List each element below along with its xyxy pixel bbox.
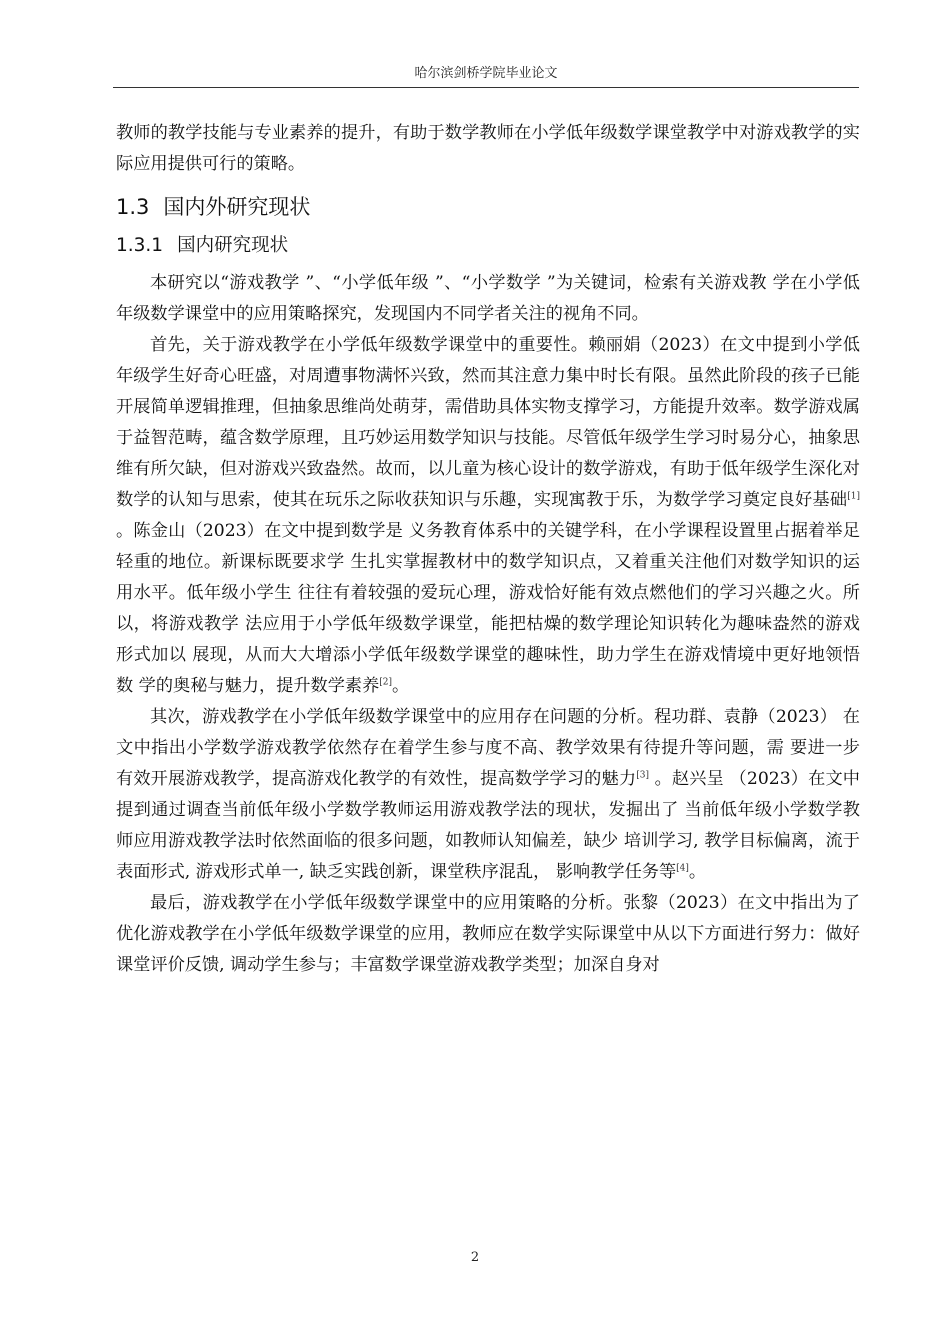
citation-ref-3: [3] <box>636 770 649 781</box>
running-header: 哈尔滨剑桥学院毕业论文 <box>414 66 558 81</box>
subsection-title: 国内研究现状 <box>177 235 289 256</box>
section-number: 1.3 <box>116 195 150 219</box>
paragraph-importance-part1: 首先，关于游戏教学在小学低年级数学课堂中的重要性。赖丽娟（2023）在文中提到小学低年级学生好奇心旺盛，对周遭事物满怀兴致，然而其注意力集中时长有限。虽然此阶段的孩子已能开展简单逻辑推理，但抽象思维尚处萌芽，需借助具体实物支撑学习，方能提升效率。数学游戏属于益智范畴，蕴含数学原理，且巧妙运用数学知识与技能。尽管低年级学生学习时易分心，抽象思维有所欠缺，但对游戏兴致盎然。故而，以儿童为核心设计的数学游戏，有助于低年级学生深化对数学的认知与思索，使其在玩乐之际收获知识与乐趣，实现寓教于乐，为数学学习奠定良好基础 <box>116 335 860 510</box>
subsection-number: 1.3.1 <box>116 235 164 256</box>
paragraph-problems <box>116 702 860 888</box>
intro-continuation-paragraph: 教师的教学技能与专业素养的提升，有助于数学教师在小学低年级数学课堂教学中对游戏教学的实际应用提供可行的策略。 <box>116 123 860 174</box>
citation-ref-1: [1] <box>847 491 860 502</box>
paragraph-problems-part1: 其次，游戏教学在小学低年级数学课堂中的应用存在问题的分析。程功群、袁静（2023） 在文中指出小学数学游戏教学依然存在着学生参与度不高、教学效果有待提升等问题，需 要进一步有效开展游戏教学，提高游戏化教学的有效性，提高数学学习的魅力 <box>116 707 860 789</box>
section-title: 国内外研究现状 <box>163 195 311 219</box>
paragraph-strategies: 最后，游戏教学在小学低年级数学课堂中的应用策略的分析。张黎（2023）在文中指出为了优化游戏教学在小学低年级数学课堂的应用，教师应在数学实际课堂中从以下方面进行努力：做好课堂评价反馈, 调动学生参与；丰富数学课堂游戏教学类型；加深自身对 <box>116 893 860 975</box>
paragraph-importance-part3: 。 <box>392 676 410 696</box>
page-number: 2 <box>470 1250 480 1265</box>
citation-ref-2: [2] <box>379 677 393 688</box>
paragraph-problems-part3: 。 <box>688 862 707 882</box>
citation-ref-4: [4] <box>676 863 689 874</box>
paragraph-keywords: 本研究以“游戏教学 ”、“小学低年级 ”、“小学数学 ”为关键词，检索有关游戏教 学在小学低年级数学课堂中的应用策略探究，发现国内不同学者关注的视角不同。 <box>116 273 860 324</box>
header-rule <box>113 87 859 88</box>
paragraph-importance <box>116 330 860 702</box>
subsection-heading <box>116 230 860 262</box>
section-heading <box>116 190 860 224</box>
paragraph-importance-part2: 。陈金山（2023）在文中提到数学是 义务教育体系中的关键学科，在小学课程设置里占据着举足轻重的地位。新课标既要求学 生扎实掌握教材中的数学知识点，又着重关注他们对数学知识的运用水平。低年级小学生 往往有着较强的爱玩心理，游戏恰好能有效点燃他们的学习兴趣之火。所以，将游戏教学 法应用于小学低年级数学课堂，能把枯燥的数学理论知识转化为趣味盎然的游戏形式加以 展现，从而大大增添小学低年级数学课堂的趣味性，助力学生在游戏情境中更好地领悟数 学的奥秘与魅力，提升数学素养 <box>116 521 860 696</box>
paragraph-problems-part2: 。赵兴呈 （2023）在文中提到通过调查当前低年级小学数学教师运用游戏教学法的现状，发掘出了 当前低年级小学数学教师应用游戏教学法时依然面临的很多问题，如教师认知偏差，缺少 培训学习, 教学目标偏离，流于表面形式, 游戏形式单一, 缺乏实践创新，课堂秩序混乱， 影响教学任务等 <box>116 769 860 882</box>
page-body <box>116 118 860 981</box>
